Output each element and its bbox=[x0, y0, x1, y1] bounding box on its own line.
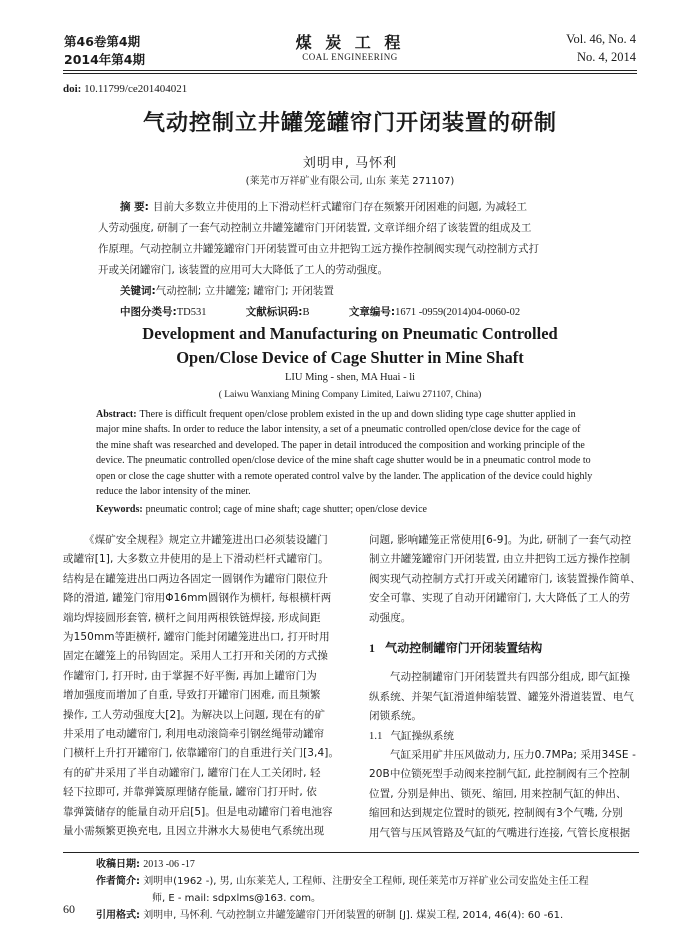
citation-label: 引用格式: bbox=[96, 910, 140, 921]
doccode-value: B bbox=[302, 307, 310, 318]
journal-name-cn: 煤 炭 工 程 bbox=[295, 33, 405, 52]
abstract-en-label: Abstract: bbox=[96, 409, 137, 420]
abstract-cn-line-4: 开或关闭罐帘门, 该装置的应用可大大降低了工人的劳动强度。 bbox=[98, 264, 389, 276]
abstract-cn-label: 摘 要: bbox=[120, 201, 149, 213]
abstract-en-line-3: the mine shaft was researched and developed. The paper in detail introduced the composition and working principle of the bbox=[96, 439, 585, 451]
subsection-line: 20B中位锁死型手动阀来控制气缸, 此控制阀有三个控制 bbox=[369, 768, 630, 781]
abstract-en-line-4: device. The pneumatic controlled open/close device of the mine shaft cage shutter would be in a pneumatic control mode to bbox=[96, 455, 591, 467]
affiliation-cn: (莱芜市万祥矿业有限公司, 山东 莱芜 271107) bbox=[245, 176, 455, 187]
header-rule-thick bbox=[63, 70, 637, 71]
body-left-line: 降的滑道, 罐笼门帘用Φ16mm圆钢作为横杆, 每根横杆两 bbox=[63, 592, 332, 605]
body-left-line: 门横杆上升打开罐帘门, 依靠罐帘门的自重进行关门[3,4]。 bbox=[63, 747, 340, 760]
body-left-line: 靠弹簧储存的能量自动开启[5]。但是电动罐帘门着电池容 bbox=[63, 805, 333, 818]
section1-line: 闭锁系统。 bbox=[369, 710, 422, 723]
abstract-cn-line-2: 人劳动强度, 研制了一套气动控制立井罐笼罐帘门开闭装置, 文章详细介绍了该装置的组成及工 bbox=[98, 222, 532, 234]
title-en bbox=[0, 322, 700, 370]
section1-line: 气动控制罐帘门开闭装置共有四部分组成, 即气缸操 bbox=[390, 671, 631, 684]
author-bio: 作者简介: 刘明申(1962 -), 男, 山东莱芜人, 工程师、注册安全工程师, 现任莱芜市万祥矿业公司安监处主任工程 bbox=[96, 876, 589, 887]
affiliation-en: ( Laiwu Wanxiang Mining Company Limited, Laiwu 271107, China) bbox=[218, 390, 482, 400]
keywords-en bbox=[96, 502, 641, 517]
doi-line bbox=[63, 83, 187, 95]
body-left-line: 操作, 工人劳动强度大[2]。为解决以上问题, 现在有的矿 bbox=[63, 708, 326, 721]
header-year-cn: 2014年第4期 bbox=[64, 52, 145, 67]
section-title-1: 气动控制罐帘门开闭装置结构 bbox=[385, 641, 543, 656]
title-en-line-2: Open/Close Device of Cage Shutter in Mine Shaft bbox=[176, 348, 524, 367]
keywords-cn-value: 气动控制; 立井罐笼; 罐帘门; 开闭装置 bbox=[155, 285, 334, 297]
subsection-heading-1-1 bbox=[369, 727, 639, 746]
body-left-line: 轻下拉即可, 并靠弹簧原理储存能量, 罐帘门打开时, 依 bbox=[63, 786, 317, 799]
author-bio-cont: 师, E - mail: sdpxlms@163. com。 bbox=[152, 893, 321, 904]
keywords-en-value: pneumatic control; cage of mine shaft; cage shutter; open/close device bbox=[145, 504, 427, 516]
abstract-cn-line-3: 作原理。气动控制立井罐笼罐帘门开闭装置可由立井把钩工远方操作控制阀实现气动控制方式打 bbox=[98, 243, 539, 255]
abstract-en bbox=[96, 407, 641, 518]
received-value: 2013 -06 -17 bbox=[143, 859, 195, 870]
body-right-line: 安全可靠、实现了自动开闭罐帘门, 大大降低了工人的劳 bbox=[369, 592, 631, 605]
title-cn: 气动控制立井罐笼罐帘门开闭装置的研制 bbox=[142, 111, 557, 136]
received-label: 收稿日期: bbox=[96, 859, 140, 870]
doi-label: doi: bbox=[63, 83, 82, 95]
abstract-cn-line-1: 摘 要: 目前大多数立井使用的上下滑动栏杆式罐帘门存在频繁开闭困难的问题, 为减轻工 bbox=[120, 201, 528, 213]
abstract-en-line-5: open or close the cage shutter with a remote operated control valve by the lander. The application of the device could highly bbox=[96, 470, 593, 482]
body-left-line: 或罐帘[1], 大多数立井使用的是上下滑动栏杆式罐帘门。 bbox=[63, 553, 329, 566]
abstract-en-line-6: reduce the labor intensity of the miner. bbox=[96, 486, 251, 498]
body-left-line: 作罐帘门, 打开时, 由于掌握不好平衡, 再加上罐帘门为 bbox=[63, 669, 317, 682]
body-left-line: 《煤矿安全规程》规定立井罐笼进出口必须装设罐门 bbox=[84, 534, 328, 546]
body-left-line: 增加强度而增加了自重, 导致打开罐帘门困难, 而且频繁 bbox=[63, 689, 321, 702]
footnote bbox=[96, 856, 641, 924]
subsection-line: 气缸采用矿井压风做动力, 压力0.7MPa; 采用34SE - bbox=[390, 749, 636, 762]
keywords-cn-label: 关键词: bbox=[120, 285, 156, 297]
authors-en: LIU Ming - shen, MA Huai - li bbox=[284, 372, 416, 383]
body-left-line: 量小需频繁更换充电, 且因立井淋水大易使电气系统出现 bbox=[63, 825, 325, 838]
keywords-en-label: Keywords: bbox=[96, 504, 143, 516]
header-rule-thin bbox=[63, 73, 637, 74]
body-left-line: 固定在罐笼上的吊钩固定。采用人工打开和关闭的方式操 bbox=[63, 650, 328, 663]
subsection-title: 气缸操纵系统 bbox=[390, 729, 455, 742]
subsection-line: 位置, 分别是伸出、锁死、缩回, 用来控制气缸的伸出、 bbox=[369, 787, 627, 800]
body-left-line: 为150mm等距横杆, 罐帘门能封闭罐笼进出口, 打开时用 bbox=[63, 631, 330, 644]
header-number-en: No. 4, 2014 bbox=[576, 50, 636, 64]
section-heading-1 bbox=[369, 639, 639, 658]
author-bio-label: 作者简介: bbox=[96, 876, 140, 887]
body-right-line: 制立井罐笼罐帘门开闭装置, 由立井把钩工远方操作控制 bbox=[369, 553, 631, 566]
title-en-line-1: Development and Manufacturing on Pneumatic Controlled bbox=[142, 324, 558, 343]
abstract-cn bbox=[98, 197, 638, 323]
body-right-line: 阀实现气动控制方式打开或关闭罐帘门, 该装置操作简单、 bbox=[369, 572, 641, 585]
body-right-column bbox=[369, 531, 639, 843]
body-left-line: 有的矿井采用了半自动罐帘门, 罐帘门在人工关闭时, 轻 bbox=[63, 766, 321, 779]
header-volume-cn: 第46卷第4期 bbox=[64, 34, 141, 49]
article-number-value: 1671 -0959(2014)04-0060-02 bbox=[395, 307, 521, 318]
citation-format bbox=[96, 907, 641, 924]
body-left-column bbox=[63, 531, 346, 842]
body-left-line: 结构是在罐笼进出口两边各固定一圆钢作为罐帘门限位升 bbox=[63, 572, 328, 585]
keywords-cn bbox=[98, 281, 638, 302]
article-number-label: 文章编号: bbox=[348, 306, 396, 318]
classification-line bbox=[120, 302, 638, 323]
doi-value: 10.11799/ce201404021 bbox=[84, 83, 188, 95]
subsection-line: 缩回和达到规定位置时的锁死, 控制阀有3个气嘴, 分别 bbox=[369, 807, 623, 820]
body-right-line: 问题, 影响罐笼正常使用[6-9]。为此, 研制了一套气动控 bbox=[369, 534, 632, 546]
clc-label: 中图分类号: bbox=[120, 306, 177, 318]
page-number: 60 bbox=[63, 902, 75, 916]
section1-line: 纵系统、并架气缸滑道伸缩装置、罐笼外滑道装置、电气 bbox=[369, 690, 634, 703]
subsection-number: 1.1 bbox=[369, 730, 383, 742]
subsection-line: 用气管与压风管路及气缸的气嘴进行连接, 气管长度根据 bbox=[369, 826, 631, 839]
body-left-line: 端均焊接圆形套管, 横杆之间用两根铁链焊接, 形成间距 bbox=[63, 611, 321, 624]
received-date bbox=[96, 856, 641, 873]
abstract-en-line-1: Abstract: There is difficult frequent open/close problem existed in the up and down sliding type cage shutter applied in bbox=[96, 409, 576, 420]
authors-cn: 刘明申, 马怀利 bbox=[302, 156, 398, 171]
abstract-en-line-2: major mine shafts. In order to reduce the labor intensity, a set of a pneumatic controlled open/close device for the cage of bbox=[96, 424, 581, 436]
citation-value: 刘明申, 马怀利. 气动控制立井罐笼罐帘门开闭装置的研制 [J]. 煤炭工程, 2014, 46(4): 60 -61. bbox=[143, 910, 564, 921]
body-left-line: 井采用了电动罐帘门, 利用电动滚筒牵引钢丝绳带动罐帘 bbox=[63, 728, 325, 741]
body-right-line: 动强度。 bbox=[369, 611, 412, 624]
header-volume-en: Vol. 46, No. 4 bbox=[566, 32, 636, 46]
doccode-label: 文献标识码: bbox=[245, 306, 303, 318]
section-number-1: 1 bbox=[369, 641, 376, 656]
footnote-rule bbox=[63, 852, 639, 853]
journal-name-en: COAL ENGINEERING bbox=[302, 52, 398, 62]
clc-value: TD531 bbox=[176, 307, 207, 318]
